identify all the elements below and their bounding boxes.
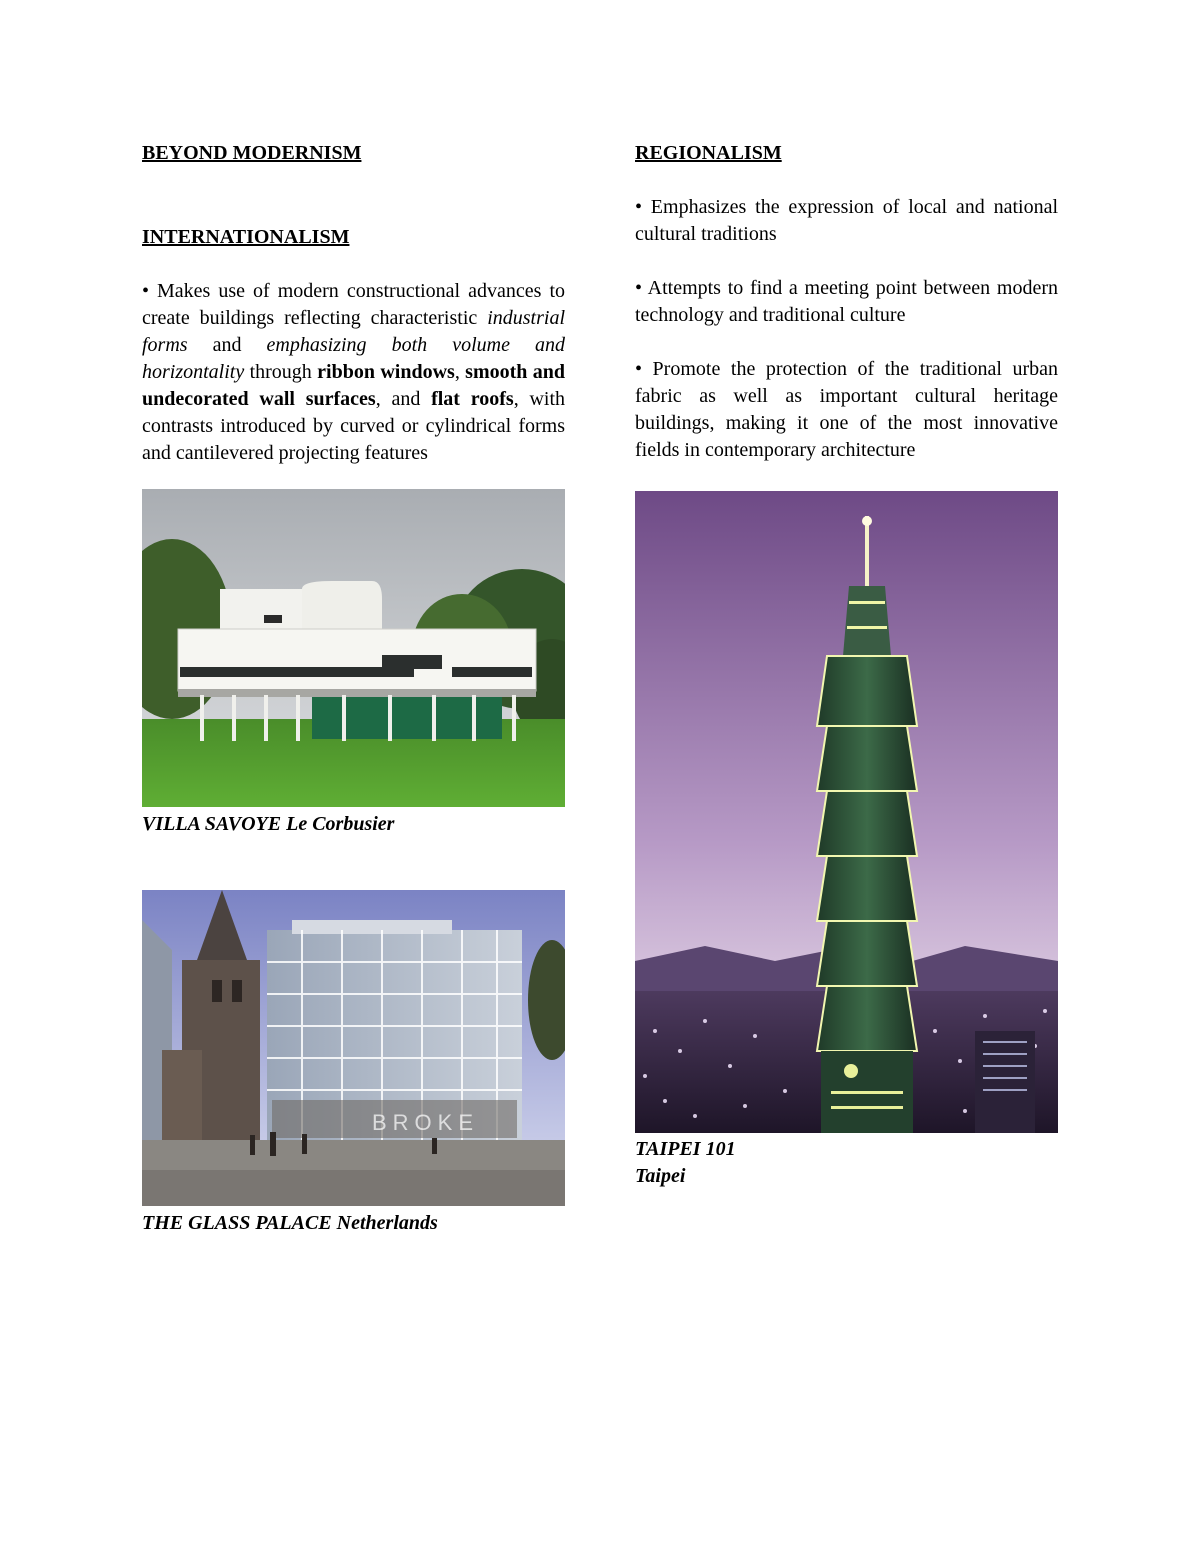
section-heading-internationalism: INTERNATIONALISM — [142, 226, 350, 248]
regionalism-bullet-2: • Attempts to find a meeting point between modern technology and traditional culture — [635, 277, 1058, 326]
regionalism-bullet-1: • Emphasizes the expression of local and national cultural traditions — [635, 196, 1058, 245]
internationalism-paragraph: • Makes use of modern constructional advances to create buildings reflecting characteristic industrial forms and emphasizing both volume and horizontality through ribbon windows, smooth and undecorated wall surfaces, and flat roofs, with contrasts introduced by curved or cylindrical forms and cantilevered projecting features — [142, 280, 566, 464]
taipei-101-photo — [635, 491, 1058, 1133]
taipei-caption-location: Taipei — [635, 1165, 686, 1187]
right-column — [635, 140, 1058, 1190]
villa-savoye-caption: VILLA SAVOYE Le Corbusier — [142, 813, 395, 835]
section-heading-regionalism: REGIONALISM — [635, 142, 782, 164]
glass-palace-caption: THE GLASS PALACE Netherlands — [142, 1212, 438, 1234]
glass-palace-facade-lettering: BROKE — [372, 1110, 480, 1135]
left-column — [142, 140, 565, 1237]
regionalism-bullet-3: • Promote the protection of the traditional urban fabric as well as important cultural heritage buildings, making it one of the most innovative fields in contemporary architecture — [635, 358, 1058, 461]
taipei-caption-title: TAIPEI 101 — [635, 1138, 736, 1160]
glass-palace-photo — [142, 890, 565, 1206]
page-title: BEYOND MODERNISM — [142, 142, 362, 164]
villa-savoye-photo — [142, 489, 565, 807]
